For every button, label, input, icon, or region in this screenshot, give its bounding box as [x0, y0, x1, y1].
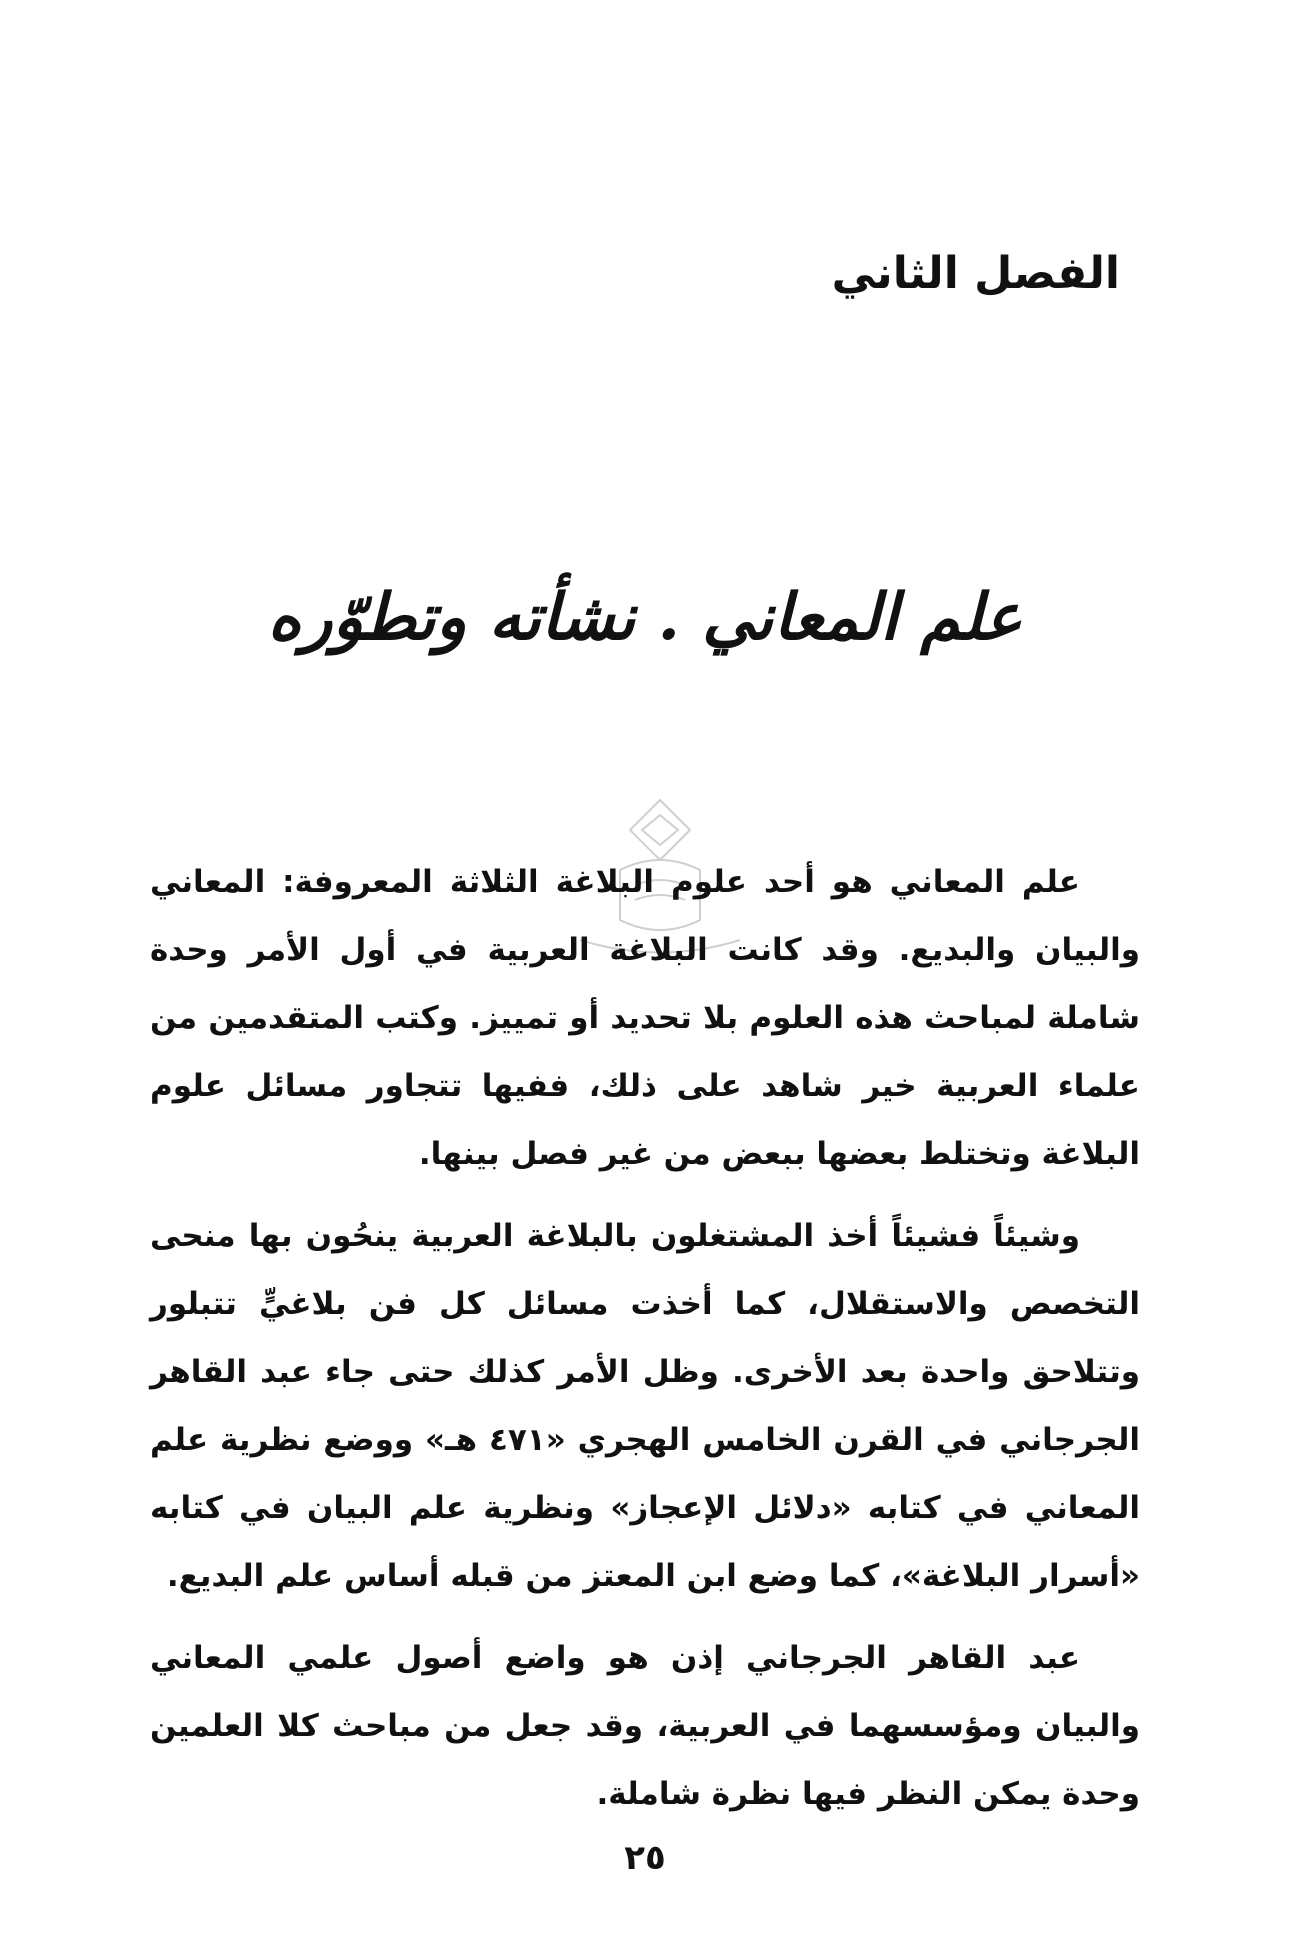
paragraph-1: علم المعاني هو أحد علوم البلاغة الثلاثة المعروفة: المعاني والبيان والبديع. وقد كانت البلاغة العربية في أول الأمر وحدة شاملة لمباحث هذه العلوم بلا تحديد أو تمييز. وكتب المتقدمين من علماء العربية خير شاهد على ذلك، ففيها تتجاور مسائل علوم البلاغة وتختلط بعضها ببعض من غير فصل بينها.	[150, 864, 1140, 1172]
page-number: ٢٥	[624, 1838, 666, 1878]
chapter-title: علم المعاني . نشأته وتطوّره	[267, 580, 1023, 655]
paragraph-3: عبد القاهر الجرجاني إذن هو واضع أصول علمي المعاني والبيان ومؤسسهما في العربية، وقد جعل من مباحث كلا العلمين وحدة يمكن النظر فيها نظرة شاملة.	[150, 1640, 1140, 1812]
paragraph-2: وشيئاً فشيئاً أخذ المشتغلون بالبلاغة العربية ينحُون بها منحى التخصص والاستقلال، كما أخذت مسائل كل فن بلاغيٍّ تتبلور وتتلاحق واحدة بعد الأخرى. وظل الأمر كذلك حتى جاء عبد القاهر الجرجاني في القرن الخامس الهجري «٤٧١ هـ» ووضع نظرية علم المعاني في كتابه «دلائل الإعجاز» ونظرية علم البيان في كتابه «أسرار البلاغة»، كما وضع ابن المعتز من قبله أساس علم البديع.	[150, 1218, 1140, 1594]
body-text	[150, 848, 1140, 1842]
chapter-label: الفصل الثاني	[831, 248, 1120, 299]
